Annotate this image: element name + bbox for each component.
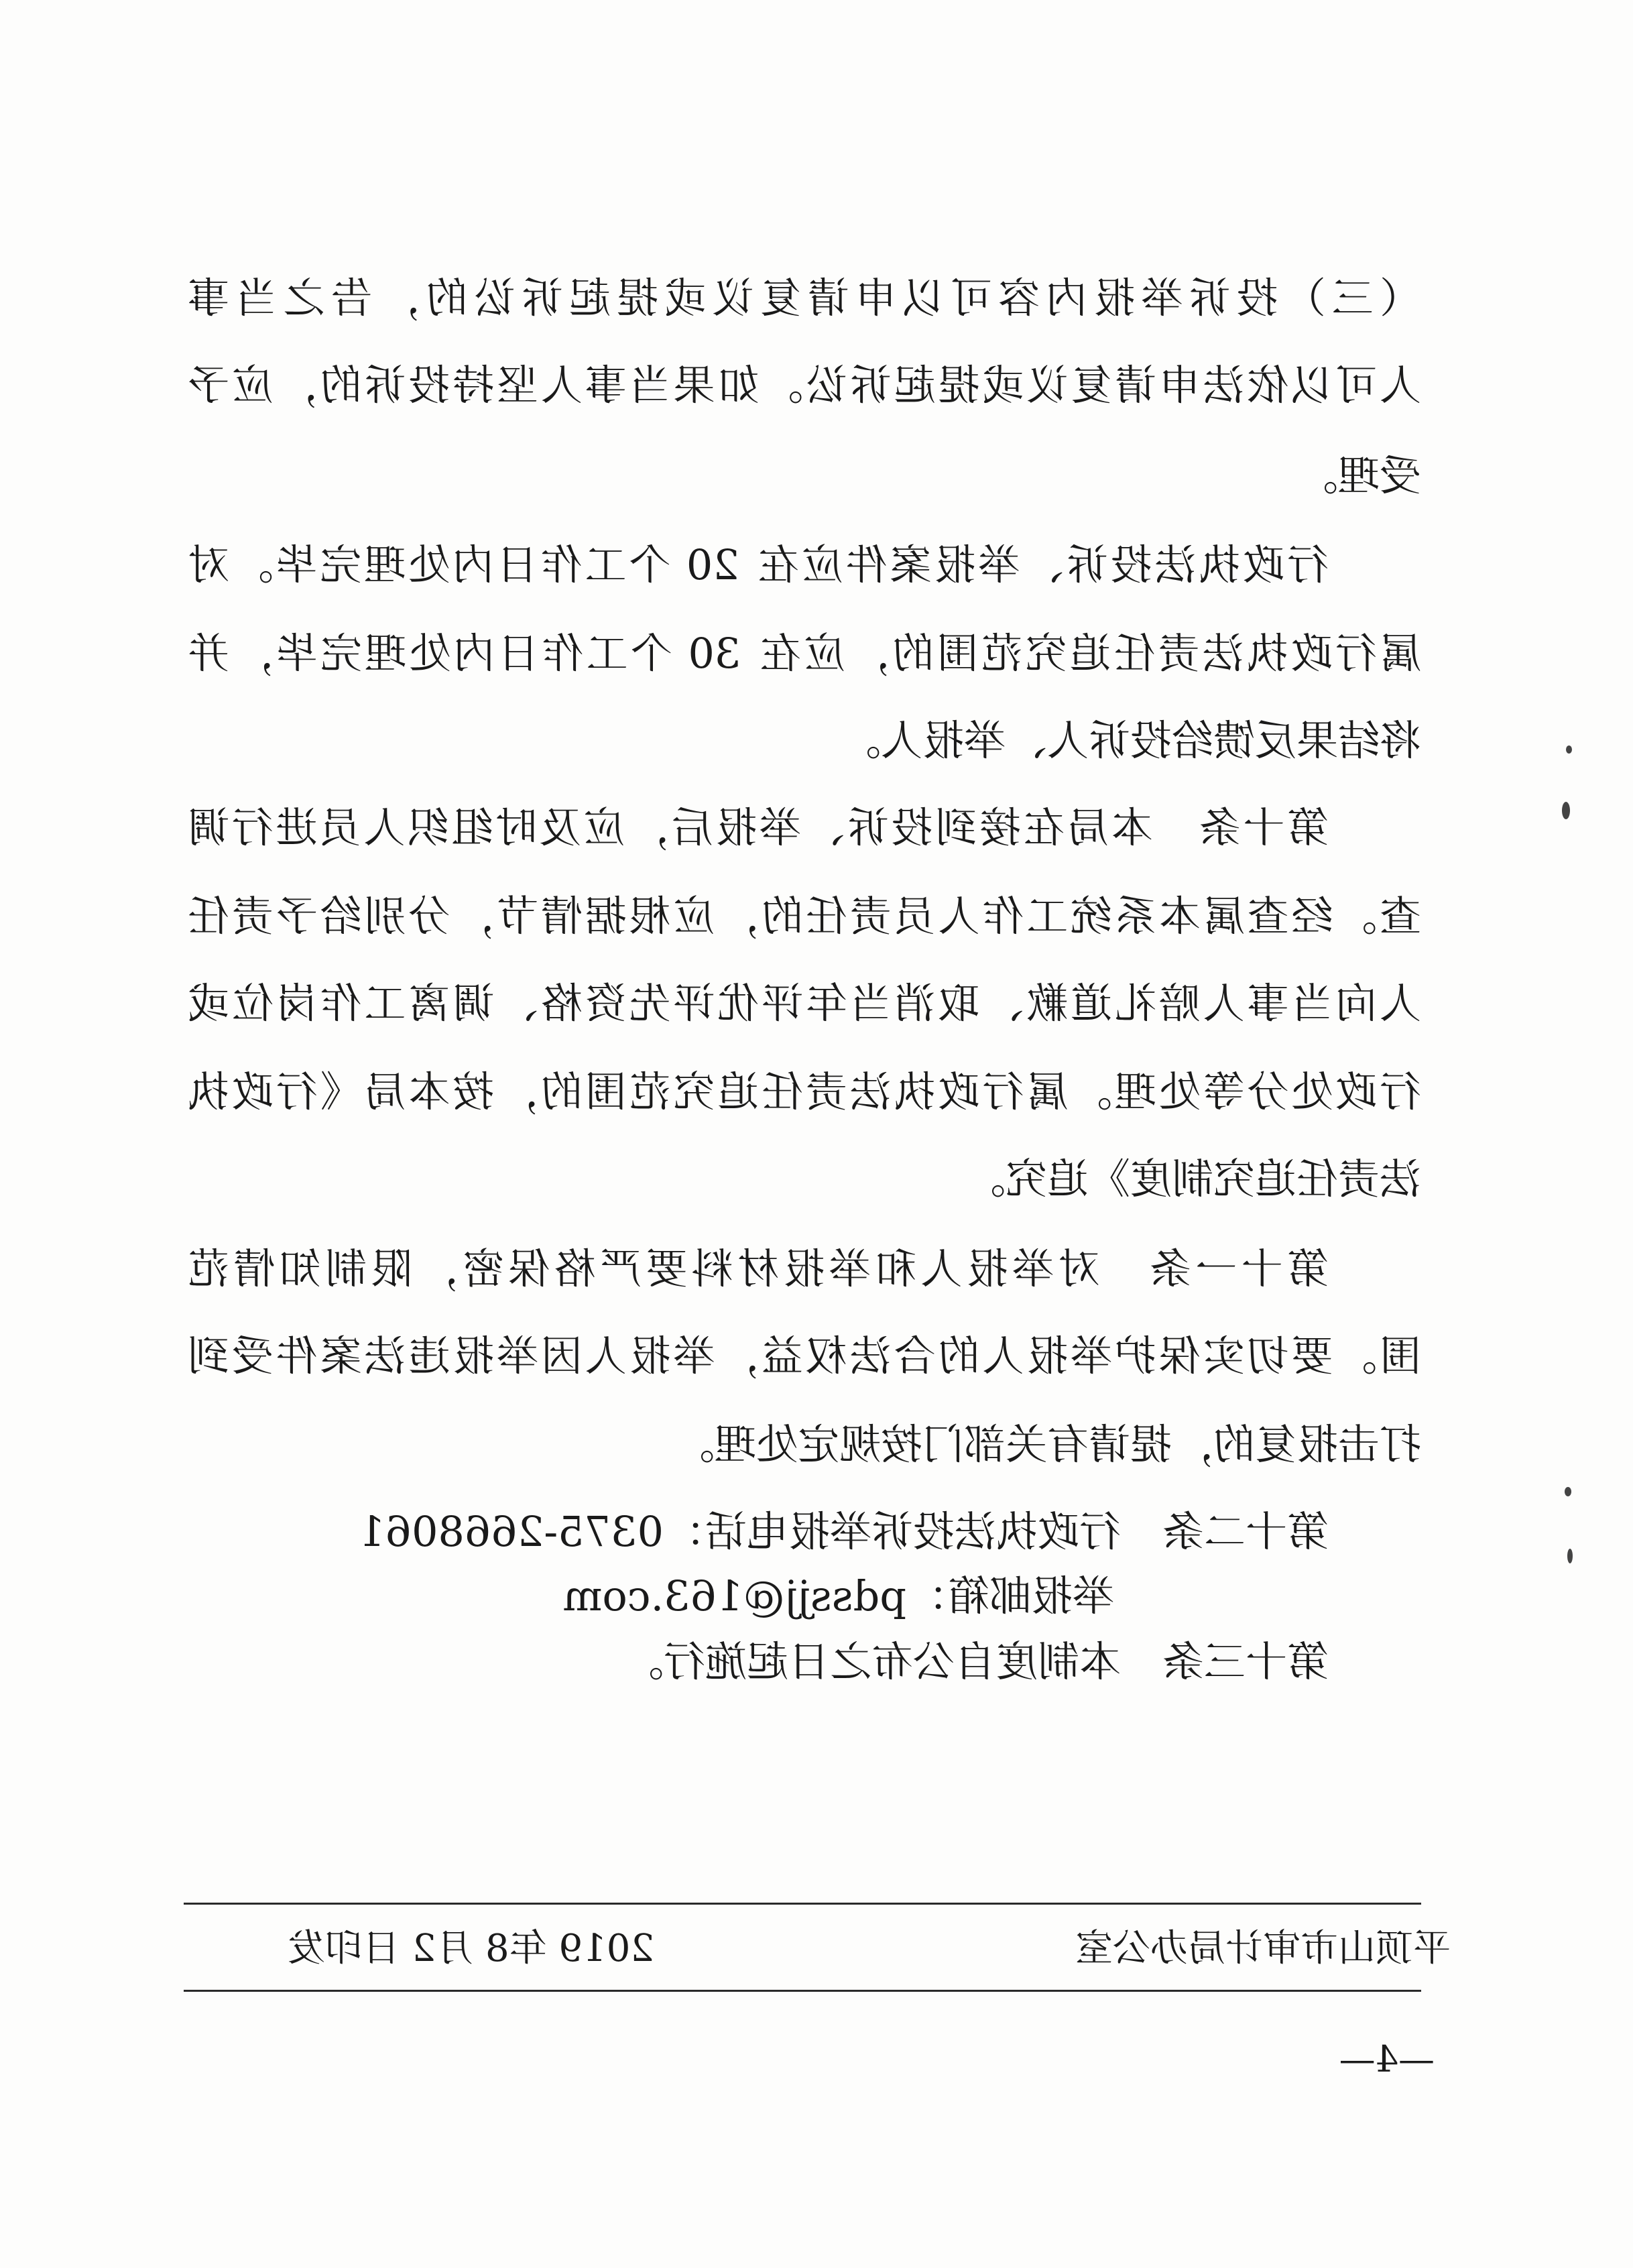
body-line-1: （三）投诉举报内容可以申请复议或提起诉讼的，告之当事 [188,274,1421,322]
scan-speck [1566,745,1572,754]
body-line-4: 行政执法投诉、举报案件应在 20 个工作日内处理完毕。对 [188,540,1329,589]
body-line-6: 将结果反馈给投诉人、举报人。 [839,716,1421,765]
scan-speck [1562,802,1570,819]
body-line-13: 围。要切实保护举报人的合法权益，举报人因举报违法案件受到 [188,1331,1421,1380]
body-line-15: 第十二条 行政执法投诉举报电话：0375-2668061 [359,1507,1329,1556]
footer-date: 2019 年8 月2 日印发 [287,1927,654,1970]
scan-speck [1567,1549,1573,1563]
body-line-9: 人向当事人赔礼道歉、取消当年评优评先资格、调离工作岗位或 [188,979,1421,1028]
scan-speck [1565,1487,1571,1496]
body-line-16: 举报邮箱：pdssjj@163.com [562,1571,1114,1620]
body-line-12: 第十一条 对举报人和举报材料要严格保密，限制知情范 [188,1244,1329,1293]
body-line-11: 法责任追究制度》追究。 [963,1154,1421,1203]
body-line-7: 第十条 本局在接到投诉、举报后，应及时组织人员进行调 [188,803,1329,852]
body-line-8: 查。经查属本系统工作人员责任的，应根据情节，分别给予责任 [188,892,1421,941]
footer-rule-bottom [184,1990,1421,1992]
body-line-14: 打击报复的，提请有关部门按规定处理。 [672,1420,1421,1469]
body-line-17: 第十三条 本制度自公布之日起施行。 [621,1637,1329,1686]
footer-rule-top [184,1903,1421,1905]
footer-issuer: 平顶山市审计局办公室 [1075,1927,1451,1970]
body-line-5: 属行政执法责任追究范围的，应在 30 个工作日内处理完毕，并 [188,629,1421,678]
body-line-2: 人可以依法申请复议或提起诉讼。如果当事人坚持投诉的，应予 [188,361,1421,410]
body-line-10: 行政处分等处理。属行政执法责任追究范围的，按本局《行政执 [188,1067,1421,1116]
body-line-3: 受理。 [1296,451,1421,500]
page-number: —4— [1339,2038,1435,2080]
